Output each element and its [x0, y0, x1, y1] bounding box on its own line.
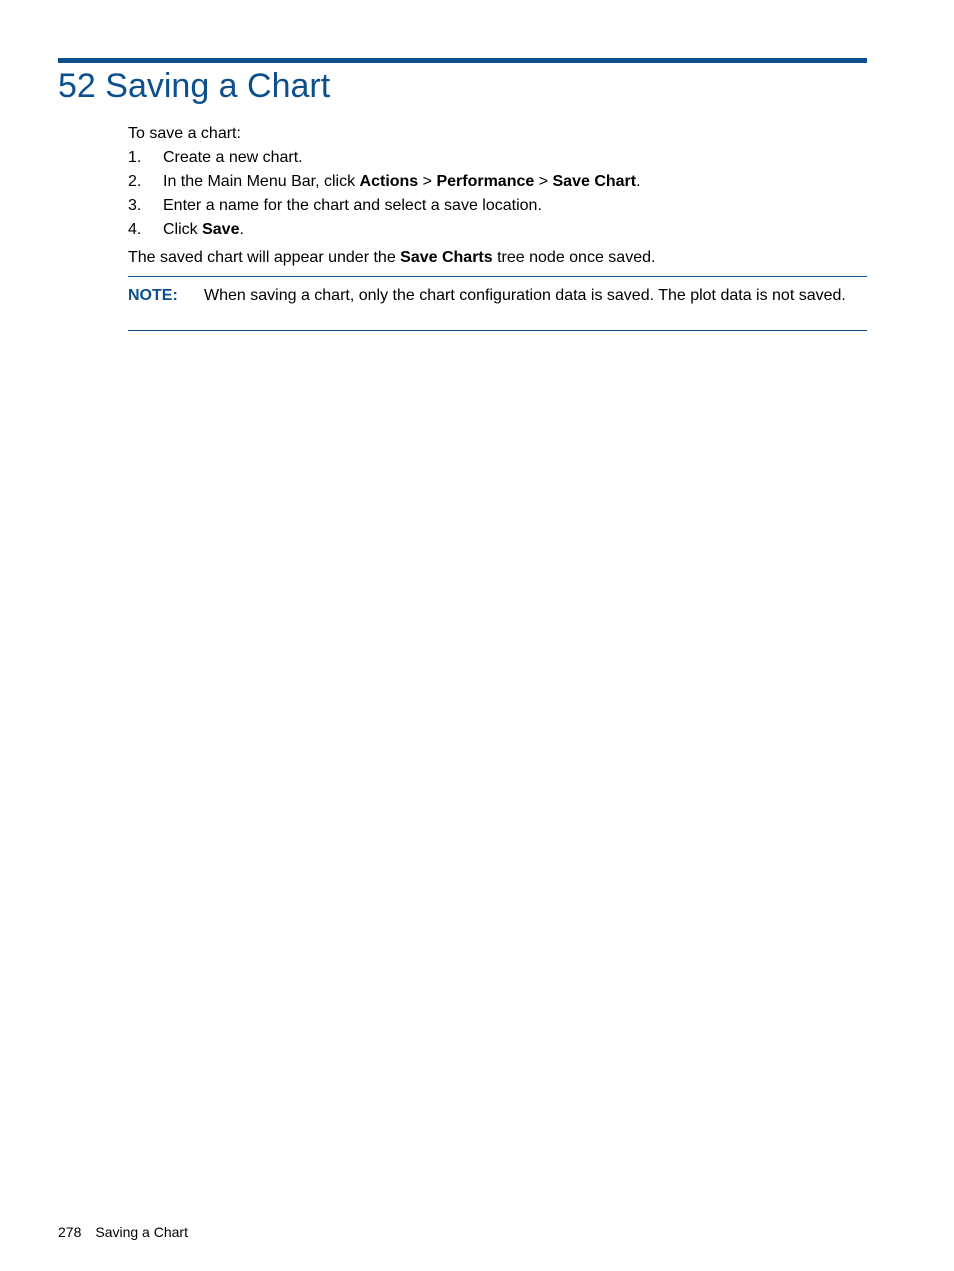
step-text-prefix: Click	[163, 221, 203, 238]
menu-actions: Actions	[359, 173, 419, 190]
separator: >	[418, 173, 437, 190]
step-number: 4.	[128, 221, 142, 238]
note-box	[128, 276, 867, 331]
list-item	[128, 218, 867, 242]
menu-performance: Performance	[436, 173, 535, 190]
step-number: 2.	[128, 173, 142, 190]
intro-text: To save a chart:	[128, 125, 241, 142]
page-footer	[58, 1222, 188, 1242]
title-rule	[58, 58, 867, 63]
list-item	[128, 170, 867, 194]
separator: >	[534, 173, 553, 190]
step-number: 1.	[128, 149, 142, 166]
list-item	[128, 146, 867, 170]
step-text: Create a new chart.	[163, 149, 303, 166]
note-text: When saving a chart, only the chart configuration data is saved. The plot data is not saved.	[204, 287, 846, 304]
save-charts-node: Save Charts	[400, 249, 493, 266]
chapter-title: 52 Saving a Chart	[58, 67, 331, 105]
closing-prefix: The saved chart will appear under the	[128, 249, 401, 266]
note-label: NOTE:	[128, 287, 178, 304]
save-label: Save	[202, 221, 240, 238]
menu-save-chart: Save Chart	[552, 173, 637, 190]
footer-section: Saving a Chart	[95, 1224, 188, 1240]
step-number: 3.	[128, 197, 142, 214]
list-item	[128, 194, 867, 218]
closing-text	[128, 246, 867, 270]
step-text-prefix: In the Main Menu Bar, click	[163, 173, 360, 190]
step-text	[163, 218, 244, 242]
closing-suffix: tree node once saved.	[492, 249, 656, 266]
step-text-suffix: .	[636, 173, 641, 190]
step-text	[163, 170, 641, 194]
step-text: Enter a name for the chart and select a save location.	[163, 197, 542, 214]
body-content	[128, 122, 867, 270]
step-text-suffix: .	[239, 221, 244, 238]
steps-list	[128, 146, 867, 242]
page-number: 278	[58, 1224, 82, 1240]
